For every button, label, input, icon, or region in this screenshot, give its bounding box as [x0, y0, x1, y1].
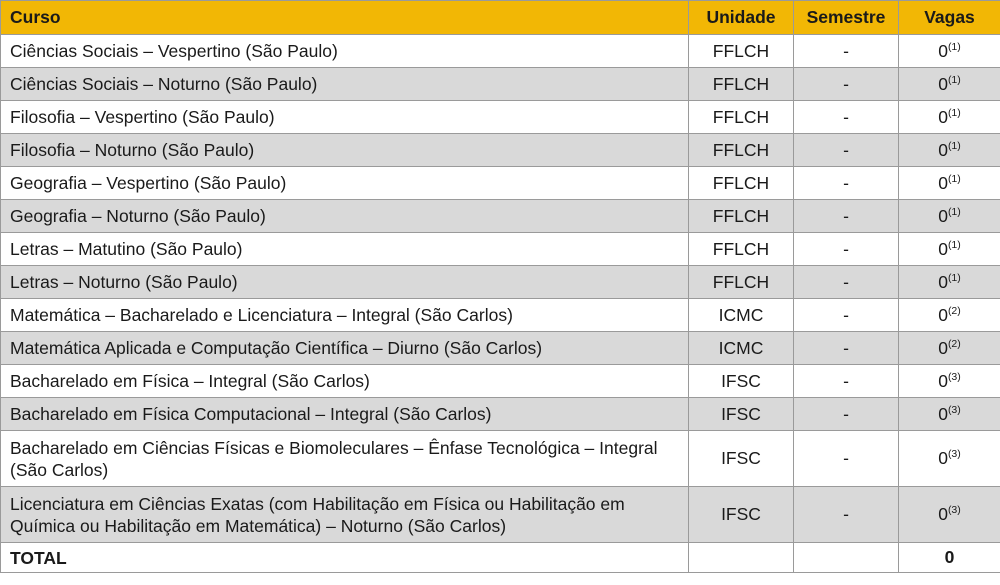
vagas-value: 0: [938, 106, 948, 127]
cell-semestre: -: [794, 299, 899, 332]
cell-vagas: [899, 487, 1000, 543]
vagas-value: 0: [938, 448, 948, 468]
table-row: [1, 365, 1000, 398]
table-row: [1, 68, 1000, 101]
vagas-value: 0: [938, 403, 948, 424]
cell-vagas: [899, 68, 1000, 101]
footnote-ref: (3): [947, 504, 961, 516]
vagas-value: 0: [938, 304, 948, 325]
table-row: [1, 398, 1000, 431]
table-row: [1, 200, 1000, 233]
vagas-value: 0: [938, 271, 948, 292]
footnote-ref: (3): [947, 370, 961, 383]
table-row: [1, 233, 1000, 266]
table-row: [1, 431, 1000, 487]
cell-curso: Filosofia – Vespertino (São Paulo): [1, 101, 689, 134]
footnote-ref: (1): [947, 40, 961, 53]
cell-unidade: FFLCH: [689, 167, 794, 200]
header-unidade: Unidade: [689, 1, 794, 35]
header-vagas: Vagas: [899, 1, 1000, 35]
cell-unidade: FFLCH: [689, 68, 794, 101]
table-row: [1, 101, 1000, 134]
footnote-ref: (1): [947, 139, 961, 152]
cell-semestre: -: [794, 332, 899, 365]
cell-unidade: FFLCH: [689, 266, 794, 299]
cell-semestre: -: [794, 398, 899, 431]
cell-semestre: -: [794, 101, 899, 134]
vagas-value: 0: [938, 370, 948, 391]
table-row: [1, 487, 1000, 543]
cell-vagas: [899, 233, 1000, 266]
cell-vagas: [899, 200, 1000, 233]
table-row: [1, 266, 1000, 299]
footnote-ref: (3): [947, 448, 961, 460]
cell-curso: Matemática – Bacharelado e Licenciatura – Integral (São Carlos): [1, 299, 689, 332]
cell-vagas: [899, 134, 1000, 167]
cell-vagas: [899, 167, 1000, 200]
cell-semestre: -: [794, 365, 899, 398]
footnote-ref: (1): [947, 73, 961, 86]
table-row: [1, 134, 1000, 167]
cell-curso: Geografia – Vespertino (São Paulo): [1, 167, 689, 200]
footnote-ref: (2): [947, 337, 961, 350]
header-curso: Curso: [1, 1, 689, 35]
cell-vagas: [899, 101, 1000, 134]
cell-curso: Bacharelado em Física – Integral (São Carlos): [1, 365, 689, 398]
total-empty-semestre: [794, 543, 899, 573]
cell-curso: Licenciatura em Ciências Exatas (com Habilitação em Física ou Habilitação em Química ou Habilitação em Matemática) – Noturno (São Carlos): [1, 487, 689, 543]
cell-unidade: ICMC: [689, 332, 794, 365]
cell-curso: Ciências Sociais – Noturno (São Paulo): [1, 68, 689, 101]
cell-semestre: -: [794, 431, 899, 487]
vagas-value: 0: [938, 337, 948, 358]
cell-semestre: -: [794, 134, 899, 167]
cell-semestre: -: [794, 35, 899, 68]
table-row: [1, 332, 1000, 365]
vagas-value: 0: [938, 73, 948, 94]
vagas-value: 0: [938, 205, 948, 226]
cell-curso: Matemática Aplicada e Computação Científica – Diurno (São Carlos): [1, 332, 689, 365]
vagas-value: 0: [938, 238, 948, 259]
cell-curso: Letras – Matutino (São Paulo): [1, 233, 689, 266]
table-row: [1, 299, 1000, 332]
total-empty-unidade: [689, 543, 794, 573]
cell-vagas: [899, 266, 1000, 299]
cell-curso: Ciências Sociais – Vespertino (São Paulo): [1, 35, 689, 68]
cell-unidade: FFLCH: [689, 134, 794, 167]
cell-unidade: ICMC: [689, 299, 794, 332]
table-header: [1, 1, 1000, 35]
cell-semestre: -: [794, 266, 899, 299]
cell-unidade: FFLCH: [689, 101, 794, 134]
cell-curso: Letras – Noturno (São Paulo): [1, 266, 689, 299]
footnote-ref: (1): [947, 106, 961, 119]
vagas-value: 0: [938, 504, 948, 524]
cell-vagas: [899, 332, 1000, 365]
vagas-value: 0: [938, 40, 948, 61]
footnote-ref: (1): [947, 238, 961, 251]
cell-unidade: FFLCH: [689, 200, 794, 233]
footnote-ref: (1): [947, 271, 961, 284]
cell-unidade: IFSC: [689, 365, 794, 398]
cell-semestre: -: [794, 233, 899, 266]
cell-vagas: [899, 431, 1000, 487]
cell-vagas: [899, 398, 1000, 431]
table-row: [1, 35, 1000, 68]
cell-curso: Geografia – Noturno (São Paulo): [1, 200, 689, 233]
cell-curso: Filosofia – Noturno (São Paulo): [1, 134, 689, 167]
total-label: TOTAL: [1, 543, 689, 573]
cell-unidade: IFSC: [689, 431, 794, 487]
header-semestre: Semestre: [794, 1, 899, 35]
cell-unidade: IFSC: [689, 398, 794, 431]
cell-curso: Bacharelado em Física Computacional – Integral (São Carlos): [1, 398, 689, 431]
cell-unidade: FFLCH: [689, 35, 794, 68]
cell-semestre: -: [794, 68, 899, 101]
cell-unidade: FFLCH: [689, 233, 794, 266]
cell-semestre: -: [794, 200, 899, 233]
footnote-ref: (1): [947, 205, 961, 218]
footnote-ref: (1): [947, 172, 961, 185]
vagas-value: 0: [938, 172, 948, 193]
cell-semestre: -: [794, 487, 899, 543]
footnote-ref: (2): [947, 304, 961, 317]
cell-curso: Bacharelado em Ciências Físicas e Biomoleculares – Ênfase Tecnológica – Integral (São Carlos): [1, 431, 689, 487]
cell-vagas: [899, 35, 1000, 68]
cell-unidade: IFSC: [689, 487, 794, 543]
cell-semestre: -: [794, 167, 899, 200]
table-row: [1, 167, 1000, 200]
vagas-value: 0: [938, 139, 948, 160]
cell-vagas: [899, 299, 1000, 332]
total-row: [1, 543, 1000, 573]
total-vagas: 0: [899, 543, 1000, 573]
table-body: [1, 35, 1000, 573]
cell-vagas: [899, 365, 1000, 398]
footnote-ref: (3): [947, 403, 961, 416]
